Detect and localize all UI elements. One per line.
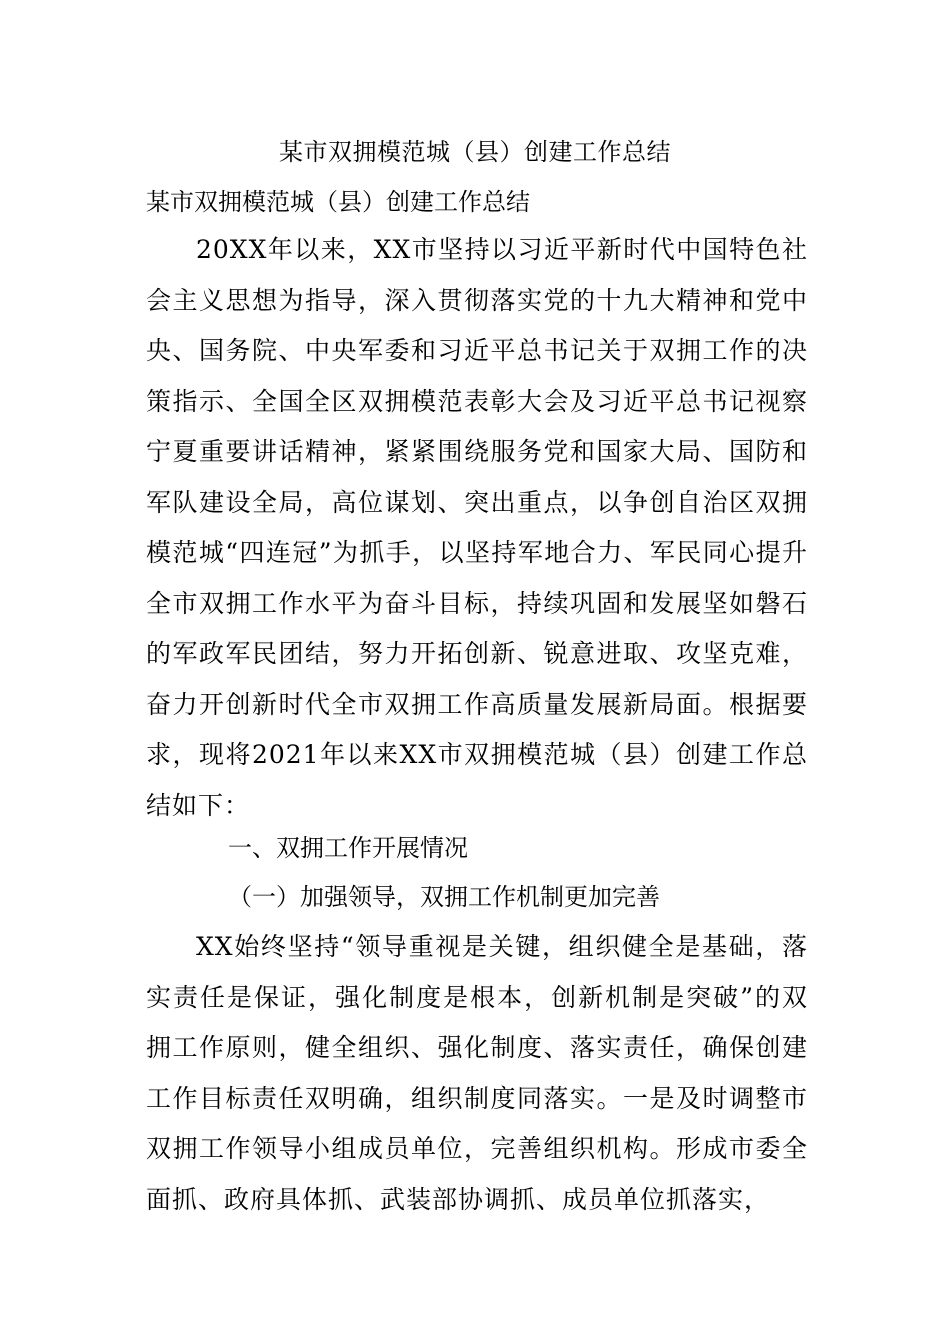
document-subtitle: 某市双拥模范城（县）创建工作总结 xyxy=(146,188,530,216)
document-title: 某市双拥模范城（县）创建工作总结 xyxy=(279,138,671,166)
section-heading: 一、双拥工作开展情况 xyxy=(228,834,468,862)
body-paragraph: XX始终坚持“领导重视是关键，组织健全是基础，落实责任是保证，强化制度是根本，创新机制是突破”的双拥工作原则，健全组织、强化制度、落实责任，确保创建工作目标责任双明确，组织制度同落实。一是及时调整市双拥工作领导小组成员单位，完善组织机构。形成市委全面抓、政府具体抓、武装部协调抓、成员单位抓落实， xyxy=(146,932,808,1214)
subsection-heading: （一）加强领导，双拥工作机制更加完善 xyxy=(228,883,660,911)
intro-paragraph: 20XX年以来，XX市坚持以习近平新时代中国特色社会主义思想为指导，深入贯彻落实党的十九大精神和党中央、国务院、中央军委和习近平总书记关于双拥工作的决策指示、全国全区双拥模范表彰大会及习近平总书记视察宁夏重要讲话精神，紧紧围绕服务党和国家大局、国防和军队建设全局，高位谋划、突出重点，以争创自治区双拥模范城“四连冠”为抓手，以坚持军地合力、军民同心提升全市双拥工作水平为奋斗目标，持续巩固和发展坚如磐石的军政军民团结，努力开拓创新、锐意进取、攻坚克难，奋力开创新时代全市双拥工作高质量发展新局面。根据要求，现将2021年以来XX市双拥模范城（县）创建工作总结如下： xyxy=(146,235,808,820)
